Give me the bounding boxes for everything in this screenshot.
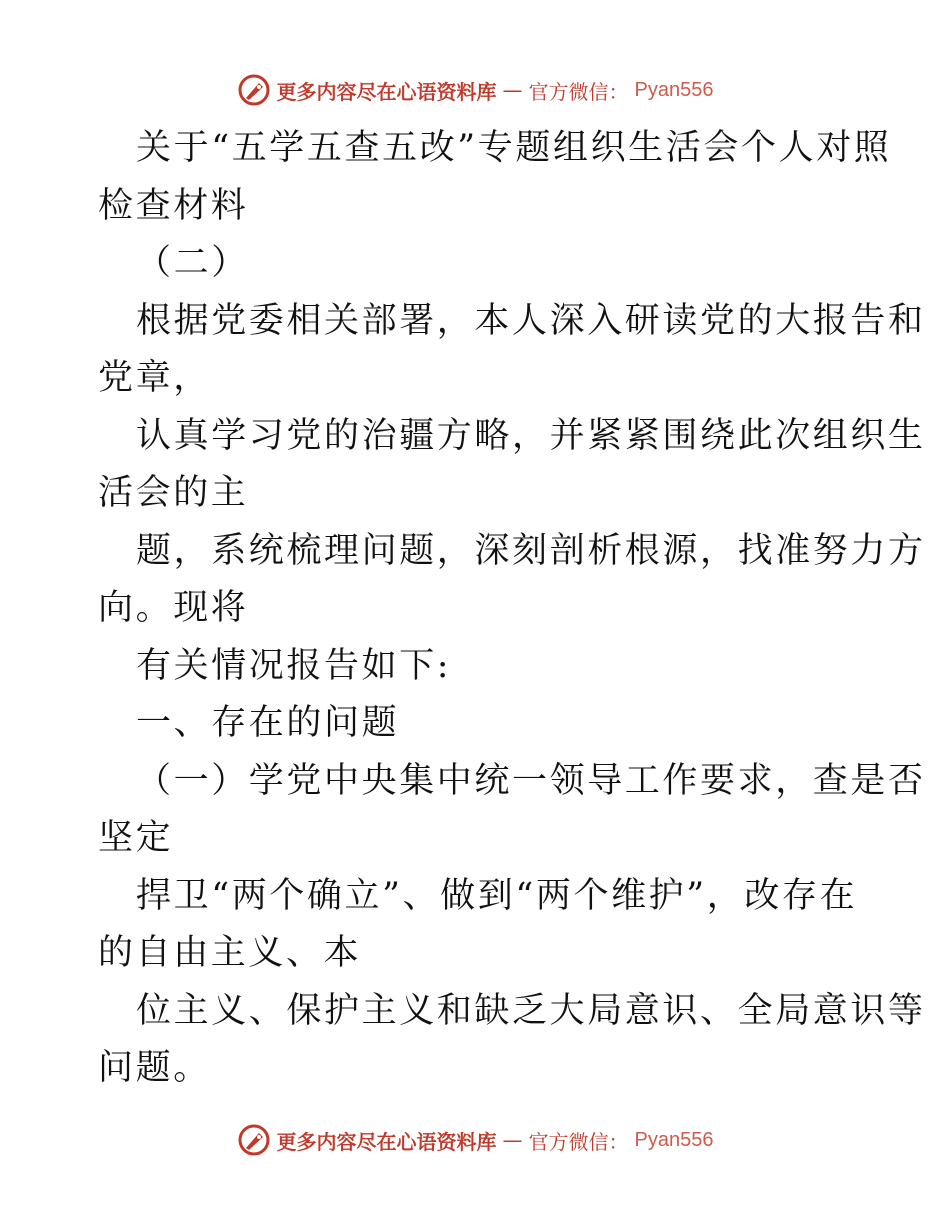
pen-nib-icon [237, 73, 271, 107]
document-line: 捍卫“两个确立”、做到“两个维护”，改存在 [136, 875, 858, 916]
banner-separator: — [502, 1128, 523, 1152]
document-line: 关于“五学五查五改”专题组织生活会个人对照 [136, 128, 892, 168]
banner-wechat-handle: Pyan556 [634, 1128, 714, 1151]
banner-wechat-label: 官方微信： [528, 79, 629, 104]
document-line: （二） [136, 243, 249, 283]
document-line: 根据党委相关部署，本人深入研读党的大报告和 [136, 300, 926, 341]
document-line: 题，系统梳理问题，深刻剖析根源，找准努力方 [136, 530, 926, 571]
document-line: 的自由主义、本 [98, 933, 362, 973]
document-line: 问题。 [98, 1048, 211, 1088]
header-watermark-banner [0, 70, 950, 110]
banner-wechat-handle: Pyan556 [634, 78, 714, 101]
document-line: 有关情况报告如下: [136, 645, 452, 686]
document-line: 一、存在的问题 [136, 703, 400, 743]
document-line: 检查材料 [98, 185, 249, 226]
document-line: 向。现将 [98, 588, 249, 628]
banner-brand-text: 更多内容尽在心语资料库 [276, 1129, 497, 1154]
banner-brand-text: 更多内容尽在心语资料库 [276, 79, 497, 104]
document-line: 党章， [98, 358, 211, 398]
banner-separator: — [502, 78, 523, 102]
document-line: 位主义、保护主义和缺乏大局意识、全局意识等 [136, 990, 926, 1031]
pen-nib-icon [237, 1123, 271, 1157]
document-line: 坚定 [98, 818, 174, 858]
footer-watermark-banner [0, 1120, 950, 1160]
document-line: 活会的主 [98, 473, 249, 513]
document-line: 认真学习党的治疆方略，并紧紧围绕此次组织生 [136, 415, 926, 456]
document-line: （一）学党中央集中统一领导工作要求，查是否 [136, 760, 926, 801]
document-body [98, 120, 926, 1098]
banner-wechat-label: 官方微信： [528, 1129, 629, 1154]
